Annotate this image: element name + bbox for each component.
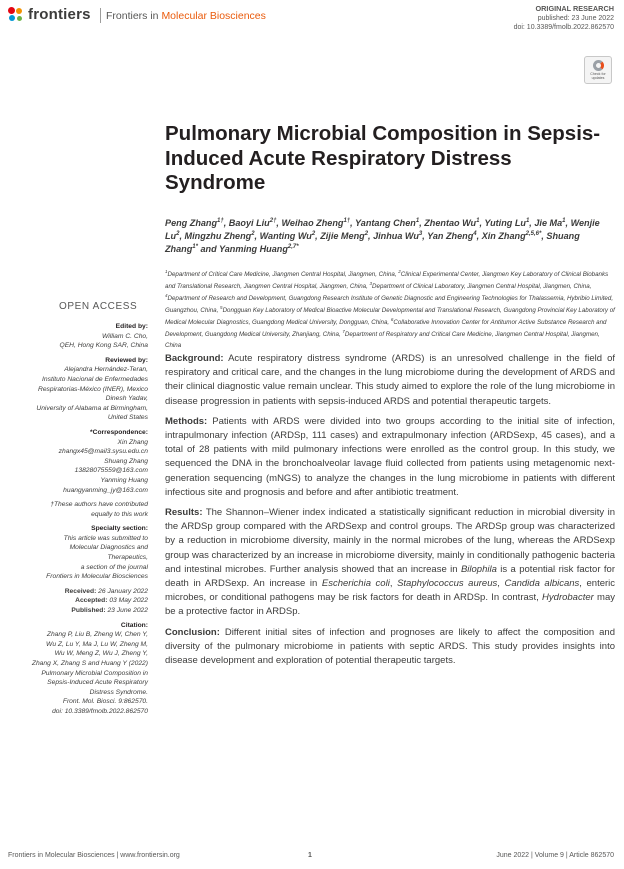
author-name[interactable]: Xin Zhang xyxy=(481,231,526,242)
reviewer-affiliation: Respiratorias-México (INER), Mexico xyxy=(38,385,148,393)
taxon-name: Bilophila xyxy=(460,563,497,575)
citation-heading: Citation: xyxy=(120,621,148,629)
journal-name[interactable] xyxy=(106,10,266,22)
affiliation-text: Department of Critical Care Medicine, Jiangmen Central Hospital, Jiangmen, China, xyxy=(167,271,399,278)
received-label: Received: xyxy=(64,587,97,595)
author-name[interactable]: Wanting Wu xyxy=(259,231,312,242)
author-name[interactable]: Peng Zhang xyxy=(165,218,218,228)
check-for-updates-button[interactable] xyxy=(584,56,612,84)
received-date xyxy=(10,587,148,597)
specialty-line: Therapeutics, xyxy=(107,554,148,562)
results-text: , xyxy=(497,578,505,590)
author-affiliation-marker: 4 xyxy=(473,231,477,238)
author-separator: , xyxy=(223,218,229,228)
abstract-background xyxy=(165,352,615,409)
abstract-methods xyxy=(165,415,615,500)
published-value: 23 June 2022 xyxy=(107,607,148,615)
reviewer-affiliation: Instituto Nacional de Enfermedades xyxy=(42,375,148,383)
affiliation-text: Clinical Experimental Center, Jiangmen Key Laboratory of Clinical Biobanks and Translational Research, Jiangmen Central Hospital, Jiangmen, China, xyxy=(165,271,609,290)
article-title: Pulmonary Microbial Composition in Sepsis-Induced Acute Respiratory Distress Syndrome xyxy=(165,122,601,194)
author-affiliation-marker: 1† xyxy=(343,217,351,224)
author-affiliation-marker: 2 xyxy=(176,231,180,238)
specialty-line: a section of the journal xyxy=(80,563,148,571)
author-separator: , xyxy=(529,218,535,228)
author-affiliation-marker: 3 xyxy=(418,231,423,238)
author-separator: , xyxy=(276,218,282,228)
edited-by-section xyxy=(10,322,148,351)
correspondent-email[interactable]: huangyanming_jy@163.com xyxy=(63,486,148,494)
author-affiliation-marker: 1 xyxy=(476,217,480,224)
published-date-sidebar xyxy=(10,606,148,616)
author-name[interactable]: Yan Zheng xyxy=(427,231,474,242)
equal-contribution-note xyxy=(10,500,148,519)
journal-prefix: Frontiers in xyxy=(106,10,162,22)
author-affiliation-marker: 2† xyxy=(269,217,277,224)
accepted-date xyxy=(10,596,148,606)
reviewer-name[interactable]: Alejandra Hernández-Teran, xyxy=(64,366,148,374)
affiliation-list xyxy=(165,269,617,352)
author-separator: , xyxy=(315,231,321,242)
author-name[interactable]: Shuang Zhang xyxy=(165,231,580,255)
author-name[interactable]: Weihao Zheng xyxy=(281,218,344,228)
citation-line: Zhang X, Zhang S and Huang Y (2022) xyxy=(31,660,148,667)
published-date: published: 23 June 2022 xyxy=(537,14,614,22)
citation-line: Pulmonary Microbial Composition in xyxy=(41,669,148,677)
open-access-label: OPEN ACCESS xyxy=(59,301,138,312)
edited-by-heading: Edited by: xyxy=(115,323,148,330)
footer-journal-link[interactable]: Frontiers in Molecular Biosciences | www.frontiersin.org xyxy=(8,852,180,859)
author-affiliation-marker: 2,7* xyxy=(287,244,299,251)
taxon-name: Escherichia coli xyxy=(321,578,390,590)
author-name[interactable]: Wenjie Lu xyxy=(165,218,600,242)
reviewer-name[interactable]: Dinesh Yadav, xyxy=(105,395,148,403)
author-affiliation-marker: 1* xyxy=(192,244,198,251)
author-separator: , xyxy=(419,218,425,228)
citation-line: Sepsis-Induced Acute Respiratory xyxy=(47,679,148,687)
affiliation-number: 6 xyxy=(390,316,394,322)
affiliation-text: Collaborative Innovation Center for Antitumor Active Substance Research and Development, Guangdong Medical University, Zhanjiang, China, xyxy=(165,318,607,338)
author-separator: , xyxy=(368,231,374,242)
specialty-line: Frontiers in Molecular Biosciences xyxy=(46,573,148,581)
affiliation-number: 3 xyxy=(369,280,373,286)
correspondent-email[interactable]: zhangx45@mail3.sysu.edu.cn xyxy=(58,448,148,456)
reviewer-affiliation: United States xyxy=(107,414,148,422)
citation-section xyxy=(10,621,148,717)
author-name[interactable]: Yantang Chen xyxy=(355,218,416,228)
received-value: 26 January 2022 xyxy=(98,587,148,595)
author-name[interactable]: Baoyi Liu xyxy=(228,218,270,228)
specialty-line: This article was submitted to xyxy=(63,534,148,542)
author-name[interactable]: Mingzhu Zheng xyxy=(184,231,252,242)
results-text: , enteric microbes, or conditional pathogens may be risk factors for death in ARDSp. In contrast, xyxy=(165,578,616,604)
results-text: The Shannon–Wiener index indicated a statistically significant reduction in microbial diversity in the ARDSp group compared with the ARDSexp and control groups. The ARDSp group was characterized by a reduction in microbiome diversity, mainly in the normal microbes of the lung, whereas the ARDSexp group was characterized by an increase in microbiome diversity, mainly in conditionally pathogenic bacteria and intestinal microbes. Further analysis showed that an increase in xyxy=(165,507,615,575)
author-affiliation-marker: 1 xyxy=(562,217,566,224)
update-check-icon xyxy=(593,60,604,71)
author-name[interactable]: Yuting Lu xyxy=(484,218,526,228)
author-separator: , xyxy=(422,231,428,242)
author-name[interactable]: Jinhua Wu xyxy=(373,231,419,242)
affiliation-number: 1 xyxy=(165,268,168,274)
specialty-section xyxy=(10,524,148,582)
footer-issue-info: June 2022 | Volume 9 | Article 862570 xyxy=(496,852,614,859)
citation-line: Zhang P, Liu B, Zheng W, Chen Y, xyxy=(46,631,148,639)
taxon-name: Staphylococcus aureus xyxy=(397,578,498,590)
author-name[interactable]: Zhentao Wu xyxy=(424,218,477,228)
correspondent-email[interactable]: 13828075559@163.com xyxy=(74,467,148,475)
header-divider xyxy=(100,8,101,23)
affiliation-text: Dongguan Key Laboratory of Medical Bioactive Molecular Developmental and Translational Research, Guangdong Provincial Key Laboratory of Medical Molecular Diagnostics, Guangdong Medical University, Dongguan, China, xyxy=(165,306,615,326)
author-separator: , xyxy=(565,218,571,228)
author-affiliation-marker: 1† xyxy=(217,217,224,224)
citation-line: Wu Z, Lu Y, Ma J, Lu W, Zheng M, xyxy=(46,640,148,648)
author-list xyxy=(165,217,615,257)
background-text: Acute respiratory distress syndrome (ARDS) is an unresolved challenge in the field of respiratory and critical care, and the changes in the lung microbiome during the development of ARDS and their clinical diagnostic value remain unclear. This study aimed to explore the role of the lung microbiome in disease progression in patients with sepsis-induced ARDS and potential therapeutic targets. xyxy=(165,353,615,407)
page-number: 1 xyxy=(308,852,312,859)
results-text: , xyxy=(389,578,398,590)
author-affiliation-marker: 2 xyxy=(364,231,369,238)
citation-line: Front. Mol. Biosci. 9:862570. xyxy=(62,698,148,706)
correspondence-heading: *Correspondence: xyxy=(90,428,148,436)
accepted-value: 03 May 2022 xyxy=(109,597,148,605)
reviewer-affiliation: University of Alabama at Birmingham, xyxy=(36,404,148,412)
citation-line: Distress Syndrome. xyxy=(89,688,148,696)
equal-note-line: †These authors have contributed xyxy=(50,501,148,509)
background-label: Background: xyxy=(165,353,224,364)
specialty-line: Molecular Diagnostics and xyxy=(69,544,148,552)
methods-label: Methods: xyxy=(165,415,208,427)
abstract-conclusion xyxy=(165,626,615,669)
article-meta xyxy=(514,4,614,33)
correspondence-section xyxy=(10,428,148,495)
author-name[interactable]: Jie Ma xyxy=(534,218,563,228)
journal-accent: Molecular Biosciences xyxy=(161,10,266,22)
author-separator: and xyxy=(197,244,220,255)
specialty-heading: Specialty section: xyxy=(91,525,148,533)
logo-text: frontiers xyxy=(28,6,91,23)
correspondent-name: Yanming Huang xyxy=(100,476,148,484)
taxon-name: Hydrobacter xyxy=(542,592,594,604)
affiliation-number: 7 xyxy=(342,328,345,334)
dates-section xyxy=(10,587,148,616)
editor-affiliation: QEH, Hong Kong SAR, China xyxy=(59,342,148,350)
page-header xyxy=(8,6,614,36)
author-affiliation-marker: 2,5,6* xyxy=(525,231,542,238)
affiliation-text: Department of Respiratory and Critical Care Medicine, Jiangmen Central Hospital, Jiangmen, China xyxy=(165,330,600,350)
article-sidebar xyxy=(10,322,148,722)
affiliation-number: 2 xyxy=(398,268,401,274)
author-name[interactable]: Yanming Huang xyxy=(219,244,288,255)
citation-doi[interactable]: doi: 10.3389/fmolb.2022.862570 xyxy=(52,707,148,715)
article-type: ORIGINAL RESEARCH xyxy=(535,4,614,13)
abstract-results xyxy=(165,506,615,620)
author-separator: , xyxy=(479,218,485,228)
author-name[interactable]: Zijie Meng xyxy=(320,231,365,242)
taxon-name: Candida albicans xyxy=(504,578,580,590)
affiliation-text: Department of Clinical Laboratory, Jiangmen Central Hospital, Jiangmen, China, xyxy=(372,282,592,290)
accepted-label: Accepted: xyxy=(75,597,108,605)
author-affiliation-marker: 2 xyxy=(311,231,316,238)
conclusion-label: Conclusion: xyxy=(165,626,220,638)
author-separator: , xyxy=(254,231,260,242)
reviewed-by-section xyxy=(10,356,148,423)
equal-note-line: equally to this work xyxy=(91,510,148,518)
author-separator: , xyxy=(476,231,482,242)
author-affiliation-marker: 1 xyxy=(415,217,420,224)
correspondent-name: Xin Zhang xyxy=(117,438,148,446)
frontiers-logo-icon xyxy=(8,7,24,23)
correspondent-name: Shuang Zhang xyxy=(104,457,148,465)
published-label: Published: xyxy=(71,607,106,615)
author-separator: , xyxy=(179,231,185,242)
author-separator: , xyxy=(541,231,547,242)
reviewed-by-heading: Reviewed by: xyxy=(105,356,148,364)
article-doi[interactable]: doi: 10.3389/fmolb.2022.862570 xyxy=(513,24,614,31)
affiliation-text: Department of Research and Development, Guangdong Research Institute of Genetic Diagnostic and Engineering Technologies for Thalassemia, Hybribio Limited, Guangzhou, China, xyxy=(165,294,614,314)
citation-line: Wu W, Meng Z, Wu J, Zheng Y, xyxy=(54,650,148,658)
abstract xyxy=(165,352,615,674)
conclusion-text: Different initial sites of infection and prognoses are likely to affect the composition and diversity of the pulmonary microbiome in patients with septic ARDS. This study provides insights into disease development and exploration of potential therapeutic targets. xyxy=(165,626,616,667)
editor-name[interactable]: William C. Cho, xyxy=(101,332,148,340)
results-text: may be a protective factor in ARDSp. xyxy=(165,592,615,618)
results-label: Results: xyxy=(165,507,203,519)
author-affiliation-marker: 2 xyxy=(251,231,255,238)
author-separator: , xyxy=(350,218,356,228)
frontiers-logo[interactable] xyxy=(8,6,91,23)
author-affiliation-marker: 1 xyxy=(525,217,530,224)
methods-text: Patients with ARDS were divided into two groups according to the initial site of infection, intrapulmonary infection (ARDSp, 111 cases) and extrapulmonary infection (ARDSexp, 45 cases), and a total of 28 patients with mild pulmonary infections were enrolled as the control group. In this study, we sequenced the DNA in the bronchoalveolar lavage fluid collected from patients using metagenomic next-generation sequencing (mNGS) to analyze the changes in the lung microbiome in patients with different infectious site and prognosis and before and after antibiotic treatment. xyxy=(165,415,615,498)
affiliation-number: 5 xyxy=(220,304,223,310)
affiliation-number: 4 xyxy=(165,292,168,298)
check-updates-label: Check for updates xyxy=(590,71,606,80)
results-text: is a potential risk factor for death in ARDSexp. An increase in xyxy=(165,563,615,590)
